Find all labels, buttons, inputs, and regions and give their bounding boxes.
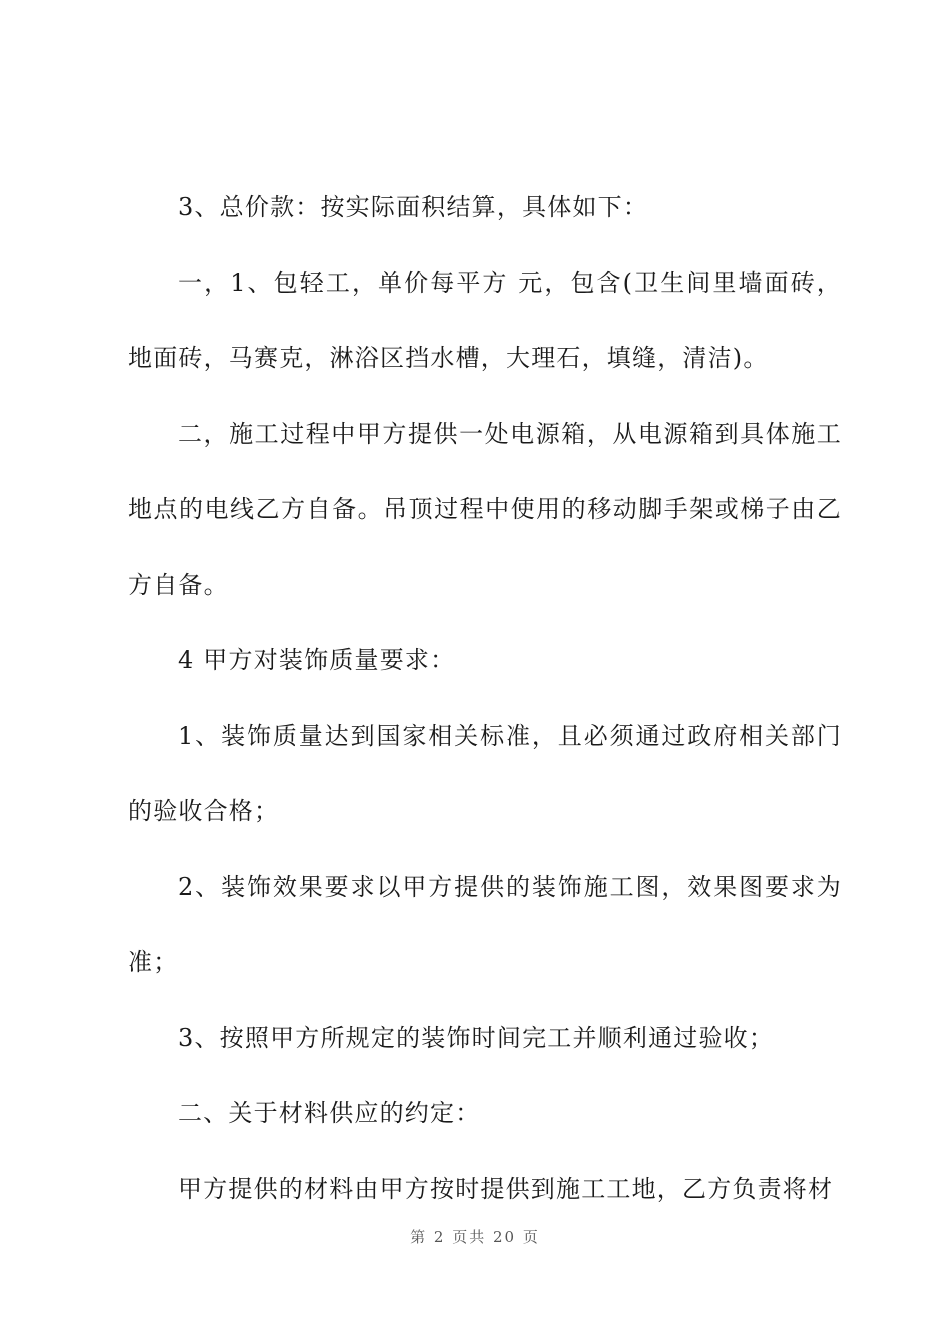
paragraph-total-price: 3、总价款：按实际面积结算，具体如下： <box>178 193 649 221</box>
paragraph-quality-heading: 4 甲方对装饰质量要求： <box>178 646 456 674</box>
paragraph-material-heading: 二、关于材料供应的约定： <box>178 1099 481 1127</box>
page-number-footer: 第 2 页共 20 页 <box>410 1228 540 1246</box>
paragraph-quality-deadline: 3、按照甲方所规定的装饰时间完工并顺利通过验收； <box>178 1023 775 1052</box>
paragraph-material-supply: 甲方提供的材料由甲方按时提供到施工工地，乙方负责将材 <box>178 1174 834 1203</box>
paragraph-power-supply: 二，施工过程中甲方提供一处电源箱，从电源箱到具体施工地点的电线乙方自备。吊顶过程中使用的移动脚手架或梯子由乙方自备。 <box>128 419 842 599</box>
paragraph-item-light-work: 一，1、包轻工，单价每平方 元，包含(卫生间里墙面砖，地面砖，马赛克，淋浴区挡水槽，大理石，填缝，清洁)。 <box>128 268 842 372</box>
paragraph-quality-standard: 1、装饰质量达到国家相关标准，且必须通过政府相关部门的验收合格； <box>128 721 842 825</box>
document-body <box>128 170 842 1227</box>
paragraph-quality-effect: 2、装饰效果要求以甲方提供的装饰施工图，效果图要求为准； <box>128 872 842 976</box>
